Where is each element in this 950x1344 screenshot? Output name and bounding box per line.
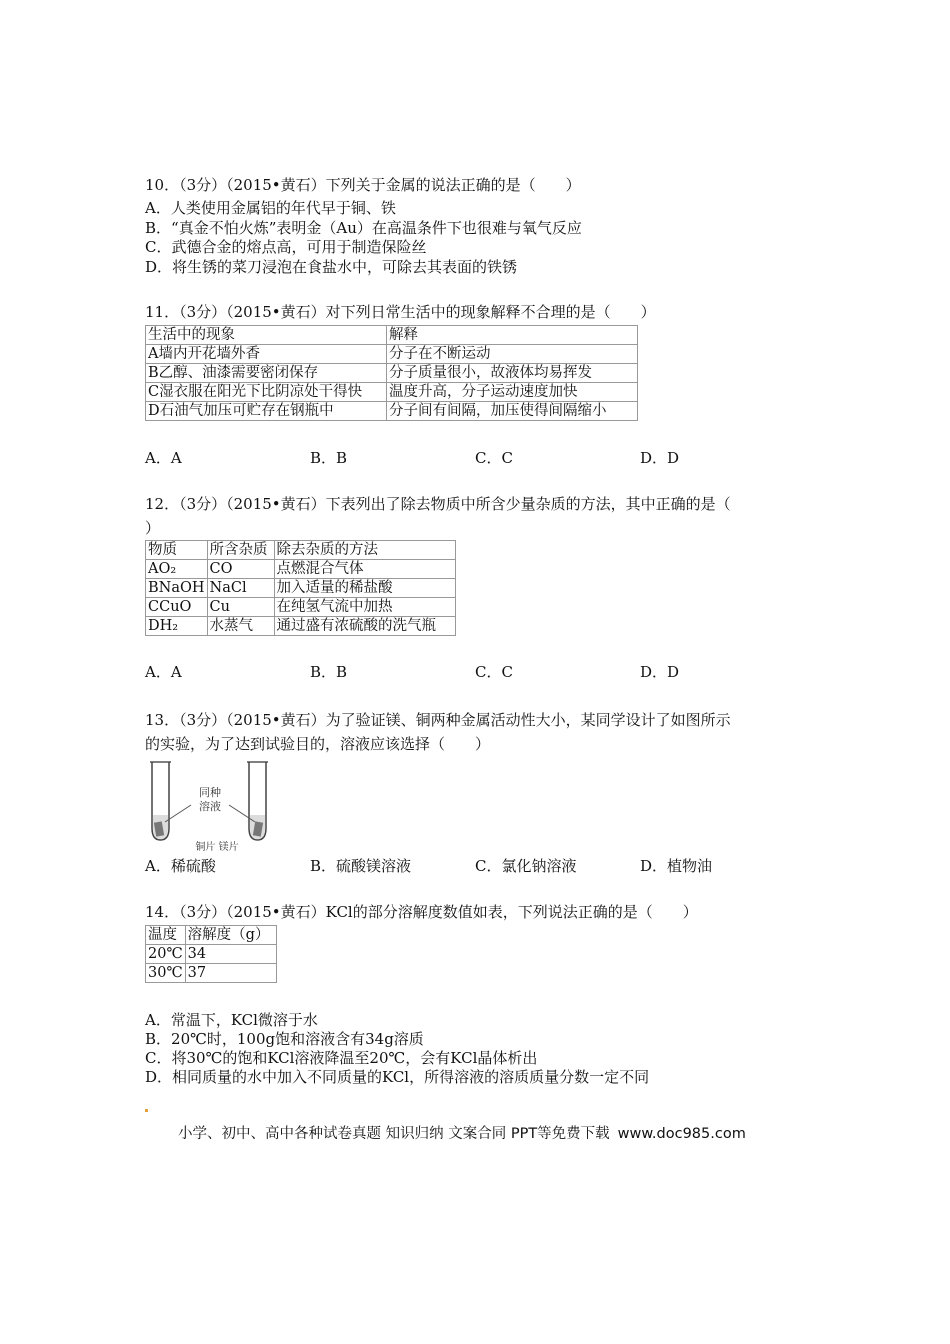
footer-text: 小学、初中、高中各种试卷真题 知识归纳 文案合同 PPT等免费下载 bbox=[178, 1126, 610, 1142]
table-cell: D石油气加压可贮存在钢瓶中 bbox=[146, 402, 387, 421]
table-cell: 溶解度（g） bbox=[185, 926, 276, 945]
table-cell: 加入适量的稀盐酸 bbox=[274, 579, 455, 598]
q11-choice-a: A．A bbox=[145, 449, 182, 467]
table-cell: CO bbox=[207, 560, 274, 579]
q13-choice-c: C．氯化钠溶液 bbox=[475, 857, 577, 875]
table-cell: Cu bbox=[207, 598, 274, 617]
table-row bbox=[146, 945, 277, 964]
table-row bbox=[146, 345, 638, 364]
table-row bbox=[146, 541, 456, 560]
question-14-title: 14．（3分）（2015•黄石）KCl的部分溶解度数值如表，下列说法正确的是（ ） bbox=[145, 903, 698, 921]
table-row bbox=[146, 383, 638, 402]
table-cell: C湿衣服在阳光下比阴凉处干得快 bbox=[146, 383, 387, 402]
question-10-title: 10．（3分）（2015•黄石）下列关于金属的说法正确的是（ ） bbox=[145, 176, 581, 194]
question-12-title-line2: ） bbox=[145, 519, 161, 537]
figure-caption: 铜片 镁片 bbox=[195, 842, 239, 852]
test-tube-figure bbox=[145, 760, 275, 852]
q11-choice-d: D．D bbox=[640, 449, 680, 467]
question-11-title: 11．（3分）（2015•黄石）对下列日常生活中的现象解释不合理的是（ ） bbox=[145, 303, 656, 321]
right-test-tube bbox=[247, 762, 268, 840]
q13-choice-b: B．硫酸镁溶液 bbox=[310, 857, 412, 875]
figure-label-bottom: 溶液 bbox=[199, 800, 221, 813]
table-row bbox=[146, 964, 277, 983]
q10-option-b: B．“真金不怕火炼”表明金（Au）在高温条件下也很难与氧气反应 bbox=[145, 219, 582, 237]
table-cell: 解释 bbox=[387, 326, 638, 345]
q10-option-a: A．人类使用金属铝的年代早于铜、铁 bbox=[145, 199, 396, 217]
q13-choice-a: A．稀硫酸 bbox=[145, 857, 216, 875]
q11-choice-b: B．B bbox=[310, 449, 348, 467]
table-cell: 温度 bbox=[146, 926, 186, 945]
table-cell: 分子质量很小，故液体均易挥发 bbox=[387, 364, 638, 383]
table-row bbox=[146, 326, 638, 345]
table-cell: 水蒸气 bbox=[207, 617, 274, 636]
test-tube-diagram bbox=[145, 760, 275, 852]
table-row bbox=[146, 364, 638, 383]
table-cell: 分子在不断运动 bbox=[387, 345, 638, 364]
q14-option-a: A．常温下，KCl微溶于水 bbox=[145, 1011, 318, 1029]
question-13-title-line2: 的实验，为了达到试验目的，溶液应该选择（ ） bbox=[145, 735, 491, 753]
table-cell: CCuO bbox=[146, 598, 208, 617]
footer-url[interactable]: www.doc985.com bbox=[617, 1126, 746, 1142]
table-row bbox=[146, 598, 456, 617]
question-13-title-line1: 13．（3分）（2015•黄石）为了验证镁、铜两种金属活动性大小，某同学设计了如图所示 bbox=[145, 711, 731, 729]
table-cell: NaCl bbox=[207, 579, 274, 598]
table-cell: 物质 bbox=[146, 541, 208, 560]
table-cell: 生活中的现象 bbox=[146, 326, 387, 345]
q12-choice-c: C．C bbox=[475, 663, 513, 681]
table-row bbox=[146, 560, 456, 579]
q10-option-c: C．武德合金的熔点高，可用于制造保险丝 bbox=[145, 238, 427, 256]
q11-choice-c: C．C bbox=[475, 449, 513, 467]
q13-choices bbox=[145, 856, 825, 876]
q12-choices bbox=[145, 662, 825, 682]
table-cell: 37 bbox=[185, 964, 276, 983]
table-cell: 点燃混合气体 bbox=[274, 560, 455, 579]
left-test-tube bbox=[150, 762, 171, 840]
q12-table bbox=[145, 540, 456, 636]
figure-label-top: 同种 bbox=[199, 786, 221, 799]
page-footer bbox=[178, 1122, 746, 1143]
table-cell: BNaOH bbox=[146, 579, 208, 598]
q10-option-d: D．将生锈的菜刀浸泡在食盐水中，可除去其表面的铁锈 bbox=[145, 258, 518, 276]
q11-choices bbox=[145, 448, 825, 468]
q11-table bbox=[145, 325, 638, 421]
table-cell: B乙醇、油漆需要密闭保存 bbox=[146, 364, 387, 383]
table-cell: 分子间有间隔，加压使得间隔缩小 bbox=[387, 402, 638, 421]
table-cell: 30℃ bbox=[146, 964, 186, 983]
q14-table bbox=[145, 925, 277, 983]
q14-option-d: D．相同质量的水中加入不同质量的KCl，所得溶液的溶质质量分数一定不同 bbox=[145, 1068, 650, 1086]
table-cell: 所含杂质 bbox=[207, 541, 274, 560]
table-cell: A墙内开花墙外香 bbox=[146, 345, 387, 364]
table-row bbox=[146, 617, 456, 636]
table-row bbox=[146, 926, 277, 945]
table-cell: 除去杂质的方法 bbox=[274, 541, 455, 560]
q12-choice-d: D．D bbox=[640, 663, 680, 681]
q14-option-b: B．20℃时，100g饱和溶液含有34g溶质 bbox=[145, 1030, 424, 1048]
table-cell: DH₂ bbox=[146, 617, 208, 636]
table-cell: 20℃ bbox=[146, 945, 186, 964]
table-cell: 在纯氢气流中加热 bbox=[274, 598, 455, 617]
table-cell: 通过盛有浓硫酸的洗气瓶 bbox=[274, 617, 455, 636]
table-cell: 34 bbox=[185, 945, 276, 964]
table-cell: AO₂ bbox=[146, 560, 208, 579]
table-row bbox=[146, 402, 638, 421]
table-cell: 温度升高，分子运动速度加快 bbox=[387, 383, 638, 402]
q13-choice-d: D．植物油 bbox=[640, 857, 713, 875]
q12-choice-b: B．B bbox=[310, 663, 348, 681]
table-row bbox=[146, 579, 456, 598]
q14-option-c: C．将30℃的饱和KCl溶液降温至20℃，会有KCl晶体析出 bbox=[145, 1049, 538, 1067]
decorative-dot bbox=[145, 1109, 148, 1112]
question-12-title-line1: 12．（3分）（2015•黄石）下表列出了除去物质中所含少量杂质的方法，其中正确的是（ bbox=[145, 495, 731, 513]
q12-choice-a: A．A bbox=[145, 663, 182, 681]
